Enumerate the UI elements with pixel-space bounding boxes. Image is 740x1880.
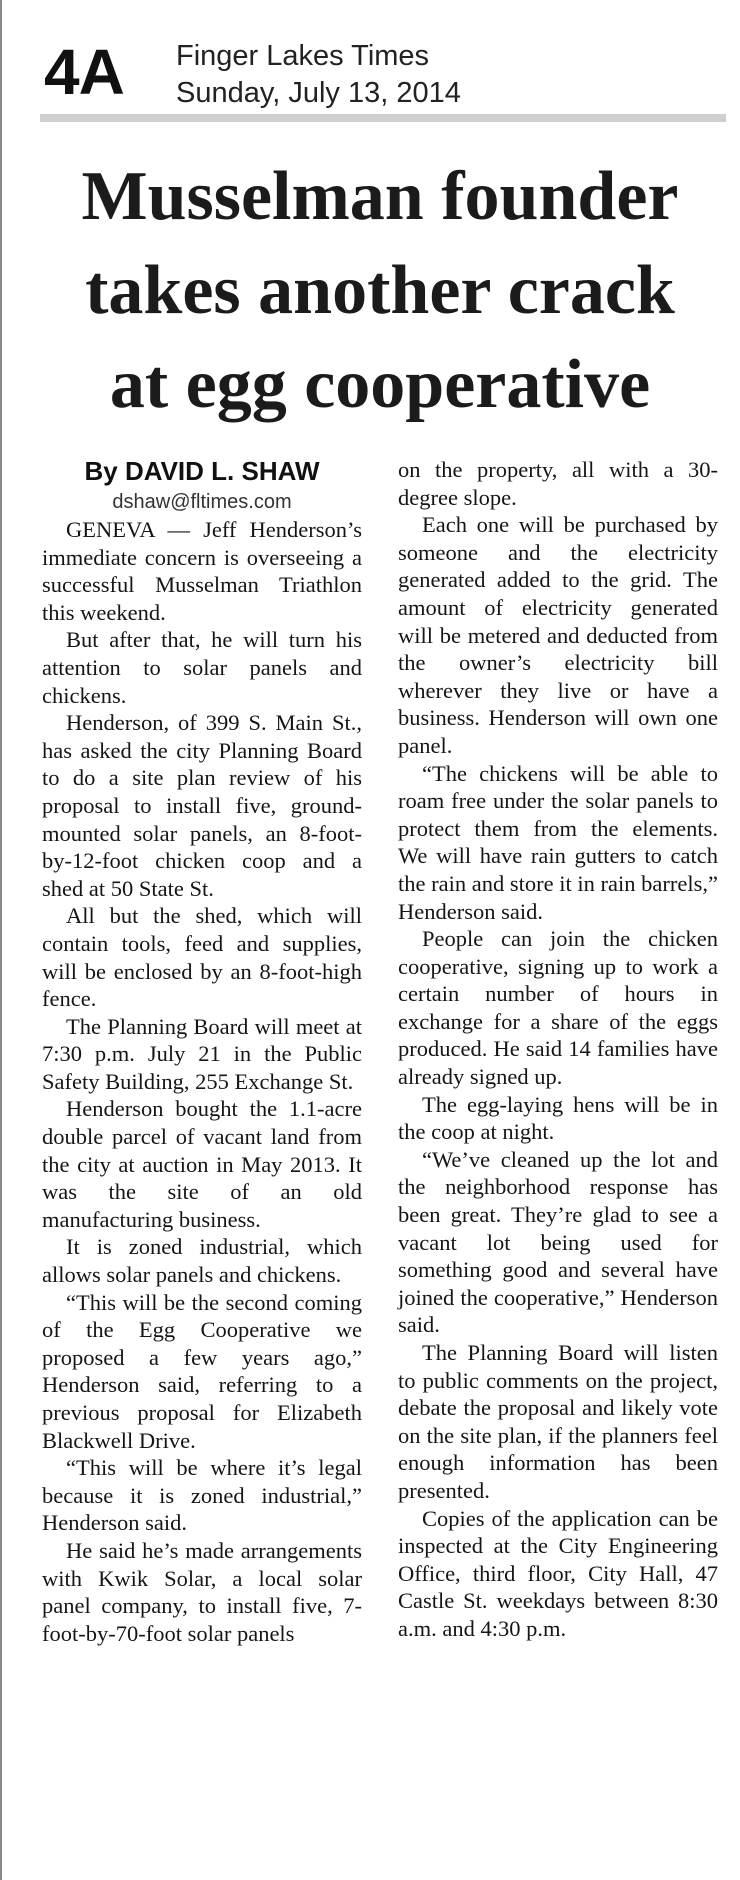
paragraph: GENEVA — Jeff Henderson’s immediate concern is overseeing a successful Musselman Triathlon this weekend. <box>42 517 362 625</box>
paragraph: The Planning Board will listen to public comments on the project, debate the proposal and likely vote on the site plan, if the planners feel enough information has been presented. <box>398 1340 718 1503</box>
paragraph: He said he’s made arrangements with Kwik Solar, a local solar panel company, to install five, 7-foot-by-70-foot solar panels <box>42 1537 362 1646</box>
paragraph: “This will be where it’s legal because it is zoned industrial,” Henderson said. <box>42 1455 362 1536</box>
paragraph: The Planning Board will meet at 7:30 p.m. July 21 in the Public Safety Building, 255 Exchange St. <box>42 1013 362 1094</box>
article-column-1 <box>42 516 362 1647</box>
publication-date: Sunday, July 13, 2014 <box>176 77 461 109</box>
publication-info <box>176 38 461 112</box>
paragraph: Henderson bought the 1.1-acre double parcel of vacant land from the city at auction in May 2013. It was the site of an old manufacturing business. <box>42 1096 362 1232</box>
paragraph: But after that, he will turn his attention to solar panels and chickens. <box>42 627 362 708</box>
masthead-divider <box>40 114 726 122</box>
headline <box>40 150 720 432</box>
byline-block <box>42 454 362 516</box>
paragraph: Copies of the application can be inspected at the City Engineering Office, third floor, City Hall, 47 Castle St. weekdays between 8:30 a.m. and 4:30 p.m. <box>398 1505 718 1641</box>
paragraph: “We’ve cleaned up the lot and the neighborhood response has been great. They’re glad to see a vacant lot being used for something good and several have joined the cooperative,” Henderson said. <box>398 1146 718 1338</box>
headline-line-1: Musselman founder <box>81 158 679 235</box>
author-email: dshaw@fltimes.com <box>112 491 292 513</box>
paragraph-continued: on the property, all with a 30-degree slope. <box>398 457 718 510</box>
paragraph: It is zoned industrial, which allows solar panels and chickens. <box>42 1234 362 1288</box>
paragraph: The egg-laying hens will be in the coop at night. <box>398 1091 718 1145</box>
publication-name: Finger Lakes Times <box>176 40 430 72</box>
headline-line-2: takes another crack <box>85 252 675 329</box>
paragraph: Each one will be purchased by someone and the electricity generated added to the grid. The amount of electricity generated will be metered and deducted from the owner’s electricity bill wherever they live or have a business. Henderson will own one panel. <box>398 512 718 758</box>
paragraph: People can join the chicken cooperative, signing up to work a certain number of hours in exchange for a share of the eggs produced. He said 14 families have already signed up. <box>398 926 718 1090</box>
article-column-2 <box>398 456 718 1643</box>
paragraph: “The chickens will be able to roam free under the solar panels to protect them from the elements. We will have rain gutters to catch the rain and store it in rain barrels,” Henderson said. <box>398 760 718 924</box>
page-edge-rule <box>0 0 2 1880</box>
masthead <box>44 34 724 122</box>
paragraph: Henderson, of 399 S. Main St., has asked the city Planning Board to do a site plan review of his proposal to install five, ground-mounted solar panels, an 8-foot-by-12-foot chicken coop and a shed at 50 State St. <box>42 710 362 901</box>
paragraph: “This will be the second coming of the Egg Cooperative we proposed a few years ago,” Henderson said, referring to a previous proposal for Elizabeth Blackwell Drive. <box>42 1289 362 1453</box>
headline-line-3: at egg cooperative <box>109 346 651 423</box>
paragraph: All but the shed, which will contain tools, feed and supplies, will be enclosed by an 8-foot-high fence. <box>42 903 362 1012</box>
page-number: 4A <box>44 36 124 108</box>
byline: By DAVID L. SHAW <box>84 456 320 486</box>
